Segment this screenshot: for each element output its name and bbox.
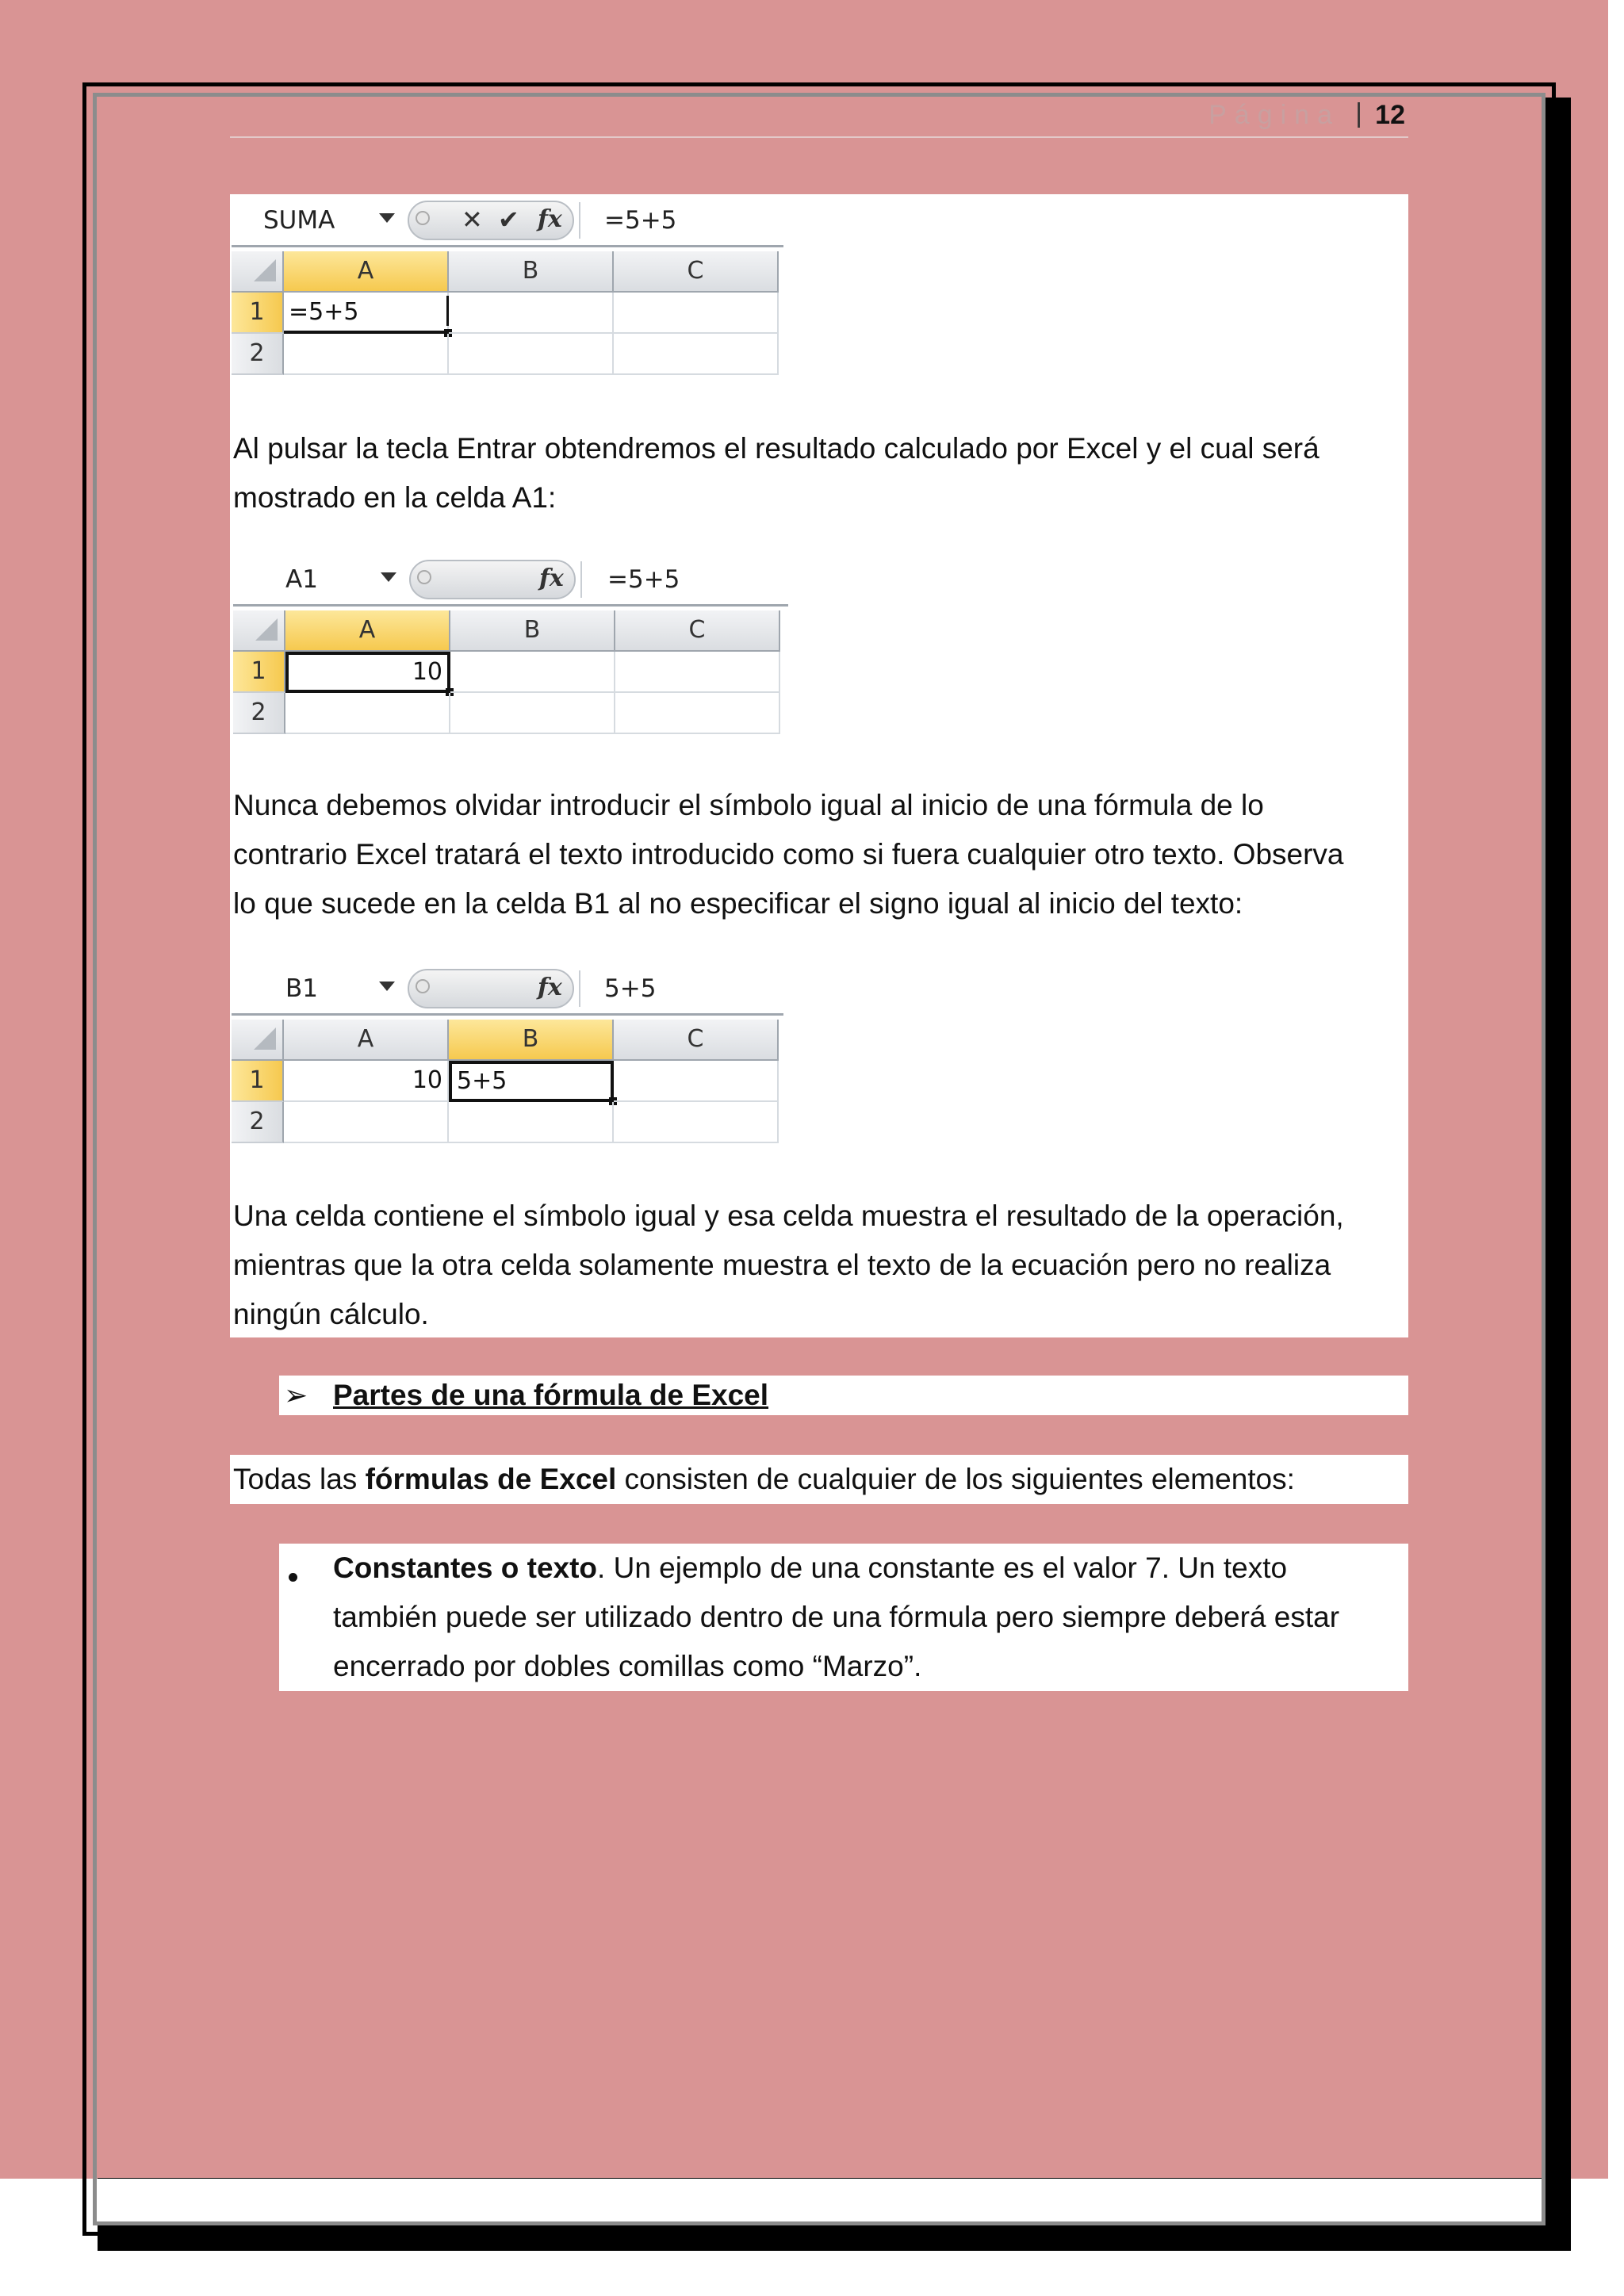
excel-screenshot-1 xyxy=(232,196,783,380)
column-header-a[interactable]: A xyxy=(284,1020,449,1061)
row-header-2[interactable]: 2 xyxy=(233,693,285,734)
cell-a2[interactable] xyxy=(285,693,450,734)
resize-handle-icon[interactable] xyxy=(417,570,431,584)
cell-c2[interactable] xyxy=(614,334,779,375)
name-box[interactable]: SUMA xyxy=(263,206,335,235)
row-header-2[interactable]: 2 xyxy=(232,334,284,375)
paragraph-equal-sign-line-3: lo que sucede en la celda B1 al no especificar el signo igual al inicio del texto: xyxy=(233,887,1243,920)
list-item-line-2: también puede ser utilizado dentro de una fórmula pero siempre deberá estar xyxy=(333,1601,1340,1633)
cell-c1[interactable] xyxy=(614,1061,779,1102)
paragraph-comparison-line-2: mientras que la otra celda solamente muestra el texto de la ecuación pero no realiza xyxy=(233,1249,1331,1281)
paragraph-comparison-line-3: ningún cálculo. xyxy=(233,1298,429,1330)
name-box[interactable]: B1 xyxy=(285,974,318,1003)
fx-icon[interactable]: fx xyxy=(538,974,562,1001)
paragraph-enter-result-line-1: Al pulsar la tecla Entrar obtendremos el resultado calculado por Excel y el cual será xyxy=(233,432,1320,465)
page-label: Página xyxy=(1208,100,1340,130)
select-all-icon xyxy=(254,1027,276,1050)
chevron-down-icon[interactable] xyxy=(379,213,395,223)
page-separator: | xyxy=(1355,98,1362,128)
page-number: 12 xyxy=(1375,100,1405,130)
enter-check-icon[interactable]: ✔ xyxy=(498,205,519,235)
list-item-line-3: encerrado por dobles comillas como “Marzo”. xyxy=(333,1650,922,1682)
paragraph-enter-result-line-2: mostrado en la celda A1: xyxy=(233,481,557,514)
fx-icon[interactable]: fx xyxy=(538,205,562,233)
cell-b2[interactable] xyxy=(449,334,614,375)
paragraph-equal-sign-line-2: contrario Excel tratará el texto introducido como si fuera cualquier otro texto. Observa xyxy=(233,838,1344,871)
cell-a1[interactable]: =5+5 xyxy=(284,293,449,334)
cell-c1[interactable] xyxy=(614,293,779,334)
cell-c2[interactable] xyxy=(614,1102,779,1143)
cell-a2[interactable] xyxy=(284,334,449,375)
row-header-1[interactable]: 1 xyxy=(232,1061,284,1102)
chevron-down-icon[interactable] xyxy=(381,572,396,582)
formula-bar-divider xyxy=(579,202,580,239)
page-header xyxy=(230,97,1408,138)
cell-c1[interactable] xyxy=(615,652,780,693)
cell-c2[interactable] xyxy=(615,693,780,734)
cell-b2[interactable] xyxy=(449,1102,614,1143)
row-header-2[interactable]: 2 xyxy=(232,1102,284,1143)
column-header-c[interactable]: C xyxy=(614,1020,779,1061)
formula-input[interactable]: =5+5 xyxy=(607,565,680,594)
select-all-icon xyxy=(255,618,278,641)
excel-screenshot-3 xyxy=(232,964,783,1148)
cell-b1[interactable] xyxy=(449,293,614,334)
formula-bar-divider xyxy=(579,970,580,1007)
arrow-bullet-icon: ➢ xyxy=(284,1379,308,1411)
fx-icon[interactable]: fx xyxy=(539,564,564,592)
intro-bold-term: fórmulas de Excel xyxy=(365,1463,617,1495)
column-header-a[interactable]: A xyxy=(284,251,449,293)
formula-input[interactable]: =5+5 xyxy=(604,206,677,235)
resize-handle-icon[interactable] xyxy=(416,979,430,993)
cell-a1[interactable]: 10 xyxy=(285,652,450,693)
list-item-line-1: Constantes o texto. Un ejemplo de una constante es el valor 7. Un texto xyxy=(333,1552,1288,1584)
column-header-b[interactable]: B xyxy=(449,1020,614,1061)
formula-input[interactable]: 5+5 xyxy=(604,974,657,1003)
column-header-b[interactable]: B xyxy=(449,251,614,293)
bullet-dot-icon xyxy=(289,1573,297,1582)
chevron-down-icon[interactable] xyxy=(379,982,395,991)
paragraph-comparison-line-1: Una celda contiene el símbolo igual y esa celda muestra el resultado de la operación, xyxy=(233,1200,1344,1232)
cancel-icon[interactable]: ✕ xyxy=(462,205,483,235)
cell-a2[interactable] xyxy=(284,1102,449,1143)
resize-handle-icon[interactable] xyxy=(416,211,430,225)
list-item-bold-term: Constantes o texto xyxy=(333,1552,598,1584)
excel-screenshot-2 xyxy=(233,555,788,739)
cell-b1[interactable] xyxy=(450,652,615,693)
paragraph-equal-sign-line-1: Nunca debemos olvidar introducir el símbolo igual al inicio de una fórmula de lo xyxy=(233,789,1264,821)
select-all-icon xyxy=(254,259,276,281)
row-header-1[interactable]: 1 xyxy=(233,652,285,693)
column-header-b[interactable]: B xyxy=(450,610,615,652)
cell-b1[interactable]: 5+5 xyxy=(449,1061,614,1102)
cell-b2[interactable] xyxy=(450,693,615,734)
cell-a1[interactable]: 10 xyxy=(284,1061,449,1102)
intro-paragraph: Todas las fórmulas de Excel consisten de cualquier de los siguientes elementos: xyxy=(233,1463,1295,1495)
formula-bar-divider xyxy=(580,561,582,598)
row-header-1[interactable]: 1 xyxy=(232,293,284,334)
column-header-c[interactable]: C xyxy=(614,251,779,293)
name-box[interactable]: A1 xyxy=(285,565,318,594)
section-heading: Partes de una fórmula de Excel xyxy=(333,1379,769,1411)
column-header-c[interactable]: C xyxy=(615,610,780,652)
column-header-a[interactable]: A xyxy=(285,610,450,652)
